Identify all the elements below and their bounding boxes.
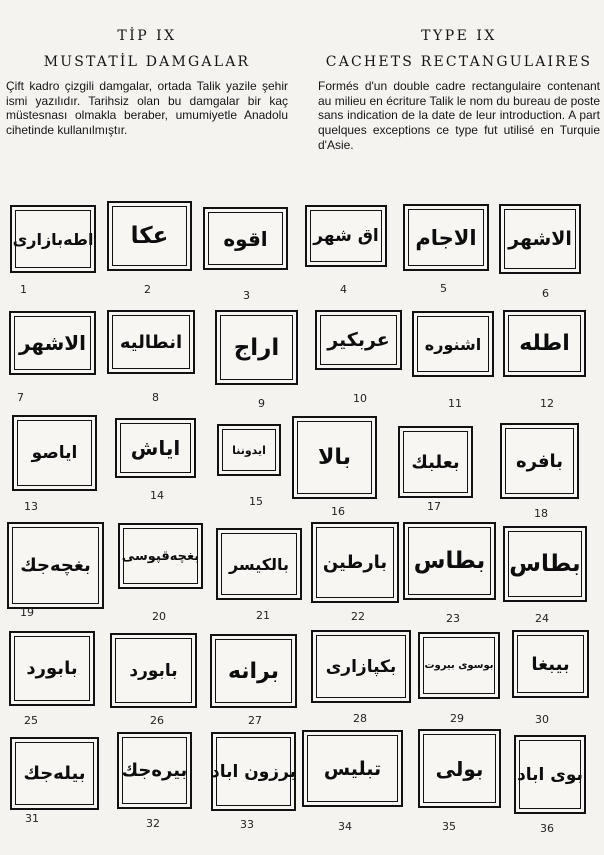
stamp-frame-30: [512, 630, 589, 698]
stamp-inscription: بطاس: [413, 548, 486, 574]
stamp-frame-35: [418, 729, 501, 808]
stamp-frame-1: [10, 205, 96, 273]
stamp-inscription: بابورد: [26, 658, 78, 679]
stamp-inscription: عربكیر: [327, 329, 390, 351]
stamp-number: 12: [540, 397, 554, 410]
stamp-frame-7: [9, 311, 96, 375]
stamp-frame-28: [311, 630, 411, 703]
stamp-number: 8: [152, 391, 159, 404]
stamp-inscription: بولی: [435, 756, 484, 781]
french-paragraph: Formés d'un double cadre rectangulaire contenant au milieu en écriture Talik le nom du bureau de poste sans indication de la date de leur introduction. A part quelques exceptions ce type fut utilisé en Turquie d'Asie.: [318, 79, 600, 152]
stamp-number: 19: [20, 606, 34, 619]
stamp-frame-31: [10, 737, 99, 810]
stamp-frame-20: [118, 523, 203, 589]
stamp-inscription: ایاصو: [31, 443, 78, 463]
stamp-inscription: بوسوی بیروت: [424, 660, 494, 671]
stamp-number: 36: [540, 822, 554, 835]
stamp-number: 25: [24, 714, 38, 727]
turkish-paragraph: Çift kadro çizgili damgalar, ortada Talik yazile şehir ismi yazılıdır. Tarihsiz olan bu damgalar bir kaç müstesnası olmakla beraber, umumiyetle Anadolu cihetinde kullanılmıştır.: [6, 79, 288, 138]
stamp-inscription: اقوه: [223, 226, 268, 251]
stamp-inscription: برزون اباد: [210, 761, 297, 782]
stamp-number: 18: [534, 507, 548, 520]
stamp-number: 1: [20, 283, 27, 296]
stamp-number: 7: [17, 391, 24, 404]
stamp-frame-11: [412, 311, 494, 377]
stamp-frame-12: [503, 310, 586, 377]
turkish-type-title: TİP IX: [117, 28, 177, 44]
stamp-number: 23: [446, 612, 460, 625]
stamp-inscription: الاشهر: [18, 331, 87, 355]
french-type-title: TYPE IX: [421, 28, 497, 44]
stamp-inscription: بیله‌جك: [23, 763, 86, 784]
stamp-inscription: عكا: [130, 223, 169, 249]
stamp-frame-21: [216, 528, 302, 600]
stamp-inscription: اق شهر: [313, 226, 379, 246]
stamp-frame-27: [210, 634, 297, 708]
stamp-frame-15: [217, 424, 281, 476]
stamp-frame-19: [7, 522, 104, 609]
stamp-frame-32: [117, 732, 192, 809]
stamp-frame-16: [292, 416, 377, 499]
stamp-number: 33: [240, 818, 254, 831]
stamp-inscription: الاشهر: [508, 228, 572, 250]
stamp-frame-25: [9, 631, 95, 706]
stamp-number: 9: [258, 397, 265, 410]
stamp-number: 2: [144, 283, 151, 296]
stamp-frame-10: [315, 310, 402, 370]
stamp-frame-34: [302, 730, 403, 807]
stamp-number: 4: [340, 283, 347, 296]
stamp-number: 6: [542, 287, 549, 300]
stamp-inscription: بابورد: [129, 660, 178, 681]
stamp-number: 22: [351, 610, 365, 623]
stamp-inscription: اطله: [519, 331, 570, 356]
stamp-frame-9: [215, 310, 298, 385]
stamp-inscription: الاجام: [415, 225, 477, 250]
stamp-number: 13: [24, 500, 38, 513]
stamp-frame-29: [418, 632, 500, 699]
stamp-inscription: ایدوننا: [232, 443, 266, 457]
stamp-inscription: بعلبك: [411, 451, 460, 473]
french-subtitle: CACHETS RECTANGULAIRES: [325, 54, 593, 70]
stamp-frame-6: [499, 204, 581, 274]
stamp-number: 3: [243, 289, 250, 302]
stamp-inscription: بغچه‌جك: [20, 555, 91, 576]
stamp-inscription: انطالیه: [119, 331, 183, 353]
stamp-inscription: تبلیس: [323, 757, 382, 780]
stamp-frame-4: [305, 205, 387, 267]
stamp-number: 29: [450, 712, 464, 725]
stamp-number: 15: [249, 495, 263, 508]
stamp-inscription: بالكیسر: [228, 554, 290, 574]
stamp-inscription: بوی اباد: [517, 764, 583, 785]
stamp-inscription: ایاش: [130, 436, 181, 460]
stamp-frame-13: [12, 415, 97, 491]
stamp-inscription: بارطین: [322, 552, 388, 573]
stamp-number: 26: [150, 714, 164, 727]
stamp-inscription: بالا: [318, 445, 351, 470]
stamp-inscription: بافره: [515, 450, 564, 472]
stamp-number: 14: [150, 489, 164, 502]
stamp-inscription: برانه: [227, 658, 280, 684]
stamp-number: 17: [427, 500, 441, 513]
stamp-inscription: بغچه‌قپوسی: [121, 548, 200, 564]
stamp-number: 34: [338, 820, 352, 833]
stamp-number: 11: [448, 397, 462, 410]
stamp-inscription: اشنوره: [424, 334, 482, 354]
stamp-frame-5: [403, 204, 489, 271]
stamp-number: 32: [146, 817, 160, 830]
stamp-frame-26: [110, 633, 197, 708]
stamp-inscription: بكپازاری: [325, 656, 397, 677]
turkish-subtitle: MUSTATİL DAMGALAR: [43, 54, 251, 70]
stamp-frame-2: [107, 201, 192, 271]
stamp-number: 27: [248, 714, 262, 727]
stamp-number: 30: [535, 713, 549, 726]
stamp-number: 35: [442, 820, 456, 833]
stamp-frame-3: [203, 207, 288, 270]
stamp-inscription: اطه‌بازاری: [12, 229, 94, 249]
stamp-inscription: بیره‌جك: [121, 760, 188, 781]
stamp-frame-36: [514, 735, 586, 814]
stamp-number: 24: [535, 612, 549, 625]
stamp-number: 28: [353, 712, 367, 725]
stamp-frame-22: [311, 522, 399, 603]
stamp-frame-8: [107, 310, 195, 374]
stamp-number: 20: [152, 610, 166, 623]
stamp-frame-23: [403, 522, 496, 600]
stamp-inscription: اراج: [233, 334, 280, 361]
stamp-number: 10: [353, 392, 367, 405]
stamp-number: 21: [256, 609, 270, 622]
stamp-inscription: بطاس: [509, 551, 581, 577]
stamp-number: 31: [25, 812, 39, 825]
stamp-frame-18: [500, 423, 579, 499]
stamp-number: 16: [331, 505, 345, 518]
stamp-number: 5: [440, 282, 447, 295]
stamp-frame-14: [115, 418, 196, 478]
stamp-frame-33: [211, 732, 296, 811]
stamp-inscription: بیبغا: [531, 653, 570, 675]
stamp-frame-24: [503, 526, 587, 602]
stamp-frame-17: [398, 426, 473, 498]
